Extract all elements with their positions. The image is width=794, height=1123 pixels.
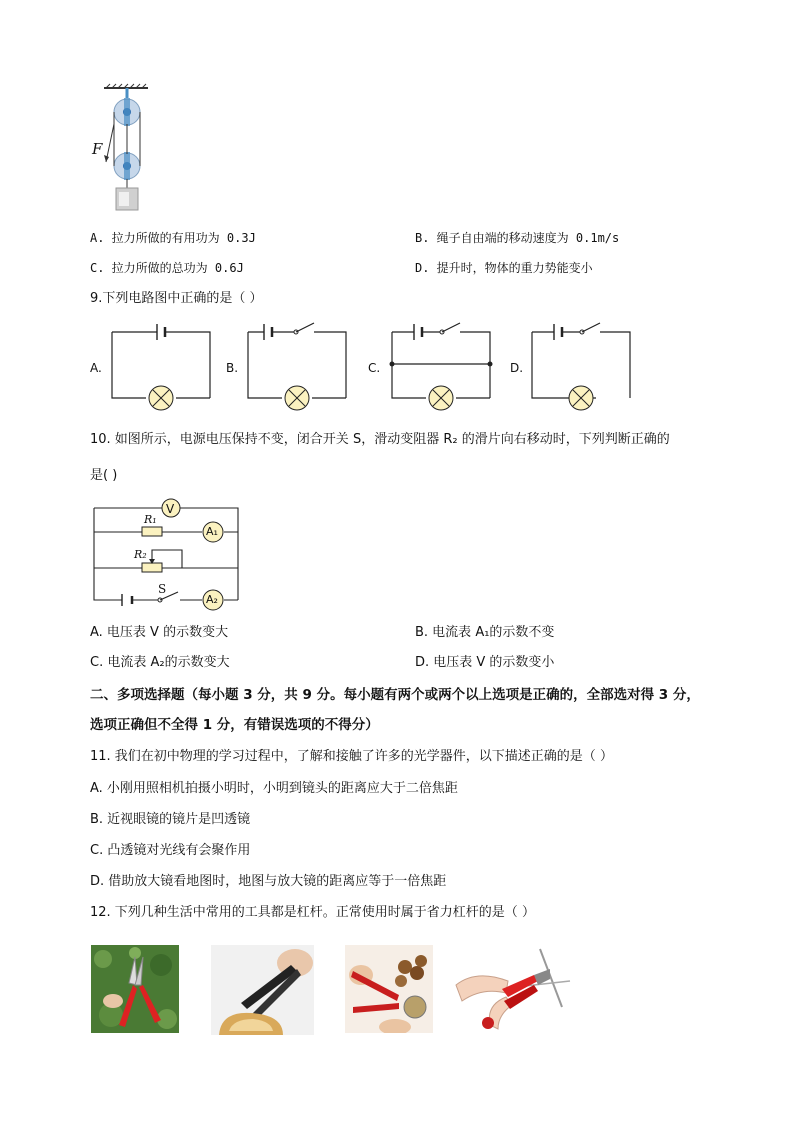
force-label: F bbox=[92, 140, 103, 158]
q10-option-d: D. 电压表 V 的示数变小 bbox=[415, 655, 555, 670]
q10-option-c: C. 电流表 A₂的示数变大 bbox=[90, 655, 230, 670]
circuit-b bbox=[248, 318, 348, 398]
q10-option-b: B. 电流表 A₁的示数不变 bbox=[415, 625, 555, 640]
q11-option-d: D. 借助放大镜看地图时，地图与放大镜的距离应等于一倍焦距 bbox=[90, 874, 447, 889]
q10-stem-line2: 是( ) bbox=[90, 468, 118, 483]
q12-stem: 12. 下列几种生活中常用的工具都是杠杆。正常使用时属于省力杠杆的是（ ） bbox=[90, 905, 535, 920]
q9-label-d: D. bbox=[510, 361, 524, 375]
switch-label: S bbox=[158, 582, 167, 596]
section2-heading-line2: 选项正确但不全得 1 分，有错误选项的不得分） bbox=[90, 717, 379, 733]
q11-stem: 11. 我们在初中物理的学习过程中，了解和接触了许多的光学器件，以下描述正确的是（ ） bbox=[90, 749, 613, 764]
q9-label-b: B. bbox=[226, 361, 239, 375]
wire-pliers-image bbox=[446, 945, 574, 1037]
q8-option-b: B. 绳子自由端的移动速度为 0.1m/s bbox=[415, 231, 620, 245]
nutcracker-image bbox=[345, 945, 433, 1033]
q11-option-c: C. 凸透镜对光线有会聚作用 bbox=[90, 843, 251, 858]
q11-option-a: A. 小刚用照相机拍摄小明时，小明到镜头的距离应大于二倍焦距 bbox=[90, 781, 458, 796]
q9-label-a: A. bbox=[90, 361, 102, 375]
circuit-a bbox=[112, 318, 212, 398]
food-tongs-image bbox=[211, 945, 314, 1035]
q9-label-c: C. bbox=[368, 361, 381, 375]
section2-heading-line1: 二、多项选择题（每小题 3 分，共 9 分。每小题有两个或两个以上选项是正确的，全部选对得 3 分， bbox=[90, 687, 700, 703]
q8-option-c: C. 拉力所做的总功为 0.6J bbox=[90, 261, 244, 275]
r2-label: R₂ bbox=[134, 548, 147, 561]
a2-label: A₂ bbox=[206, 593, 218, 606]
q10-stem-line1: 10. 如图所示，电源电压保持不变，闭合开关 S，滑动变阻器 R₂ 的滑片向右移动时，下列判断正确的 bbox=[90, 432, 670, 447]
q10-option-a: A. 电压表 V 的示数变大 bbox=[90, 625, 229, 640]
q8-option-a: A. 拉力所做的有用功为 0.3J bbox=[90, 231, 256, 245]
circuit-d bbox=[532, 318, 632, 398]
q11-option-b: B. 近视眼镜的镜片是凹透镜 bbox=[90, 812, 251, 827]
a1-label: A₁ bbox=[206, 525, 218, 538]
circuit-c bbox=[392, 318, 492, 398]
r1-label: R₁ bbox=[144, 513, 157, 526]
pruning-shears-image bbox=[91, 945, 179, 1033]
q8-option-d: D. 提升时，物体的重力势能变小 bbox=[415, 261, 593, 275]
voltmeter-label: V bbox=[166, 502, 175, 516]
q9-stem: 9.下列电路图中正确的是（ ） bbox=[90, 291, 263, 306]
